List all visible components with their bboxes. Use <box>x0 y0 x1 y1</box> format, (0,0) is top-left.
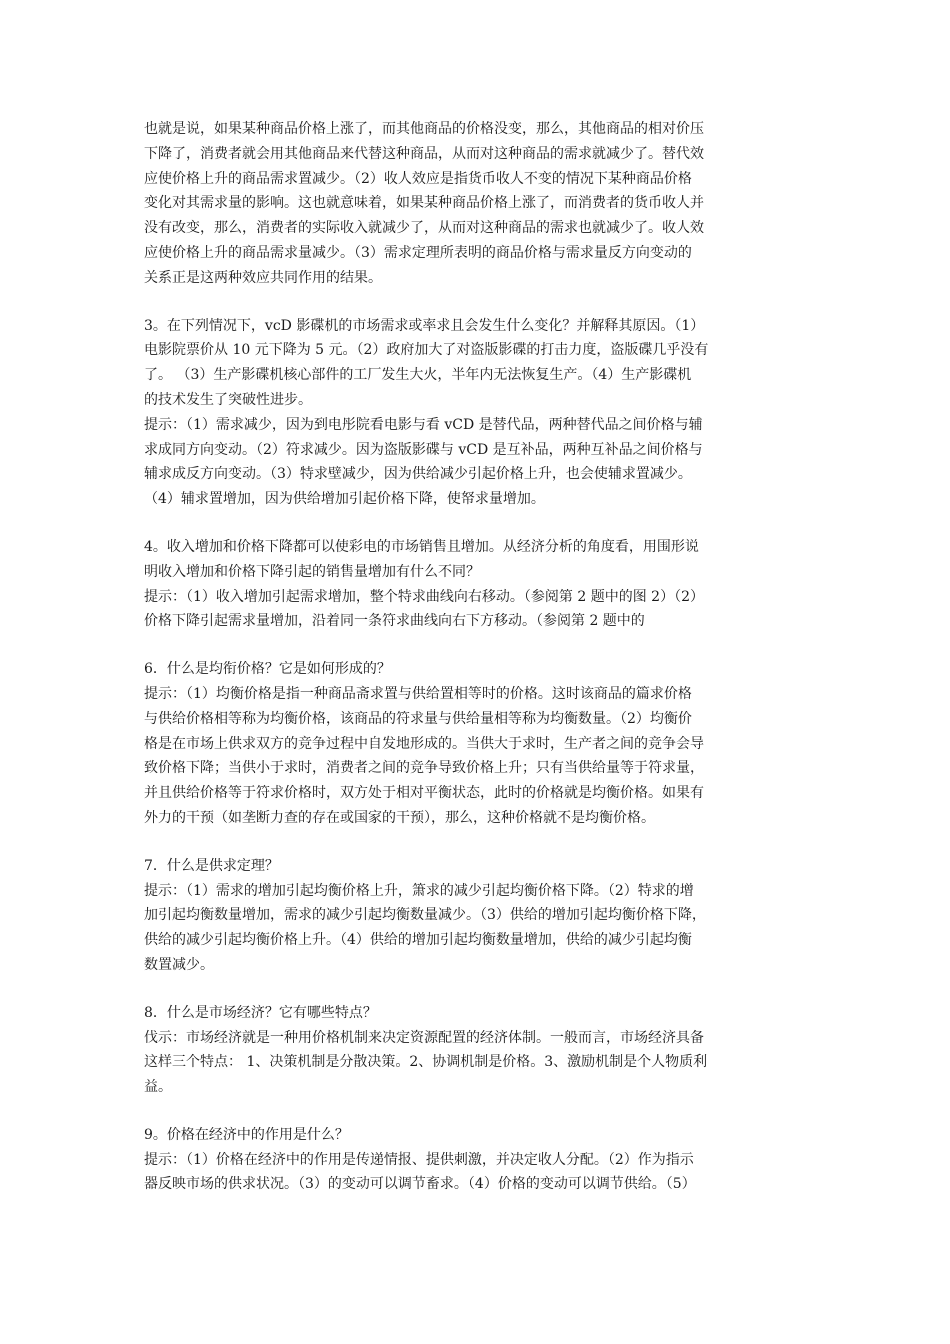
answer-text: 辅求成反方向变动。（3）特求壁减少，因为供给减少引起价格上升，也会使辅求置减少。 <box>144 466 692 483</box>
answer-text: 供给的减少引起均衡价格上升。（4）供给的增加引起均衡数量增加，供给的减少引起均衡 <box>144 932 692 949</box>
question-text: 9。价格在经济中的作用是什么？ <box>144 1126 349 1143</box>
answer-text: 加引起均衡数量增加，需求的减少引起均衡数量减少。（3）供给的增加引起均衡价格下降， <box>144 907 706 924</box>
answer-text: 提示：（1）收入增加引起需求增加，整个特求曲线向右移动。（参阅第 2 题中的图 2）（2） <box>144 588 704 605</box>
answer-text: 价格下降引起需求量增加，沿着同一条符求曲线向右下方移动。（参阅第 2 题中的 <box>144 613 645 630</box>
question-text: 明收入增加和价格下降引起的销售量增加有什么不同？ <box>144 563 480 580</box>
answer-text: 提示：（1）均衡价格是指一种商品斋求置与供给置相等时的价格。这时该商品的篇求价格 <box>144 685 692 702</box>
answer-text: 致价格下降；当供小于求时，消费者之间的竞争导致价格上升；只有当供给量等于符求量， <box>144 760 704 777</box>
question-text: 了。 （3）生产影碟机核心部件的工厂发生大火，半年内无法恢复生产。（4）生产影碟机 <box>144 367 692 384</box>
answer-text: 提示：（1）价格在经济中的作用是传递情报、提供刺激，并决定收人分配。（2）作为指示 <box>144 1151 694 1168</box>
text-line: 没有改变，那么，消费者的实际收入就减少了，从而对这种商品的需求也就减少了。收人效 <box>144 220 704 237</box>
text-line: 应使价格上升的商品需求置减少。（2）收人效应是指货币收人不变的情况下某种商品价格 <box>144 170 692 187</box>
question-text: 的技术发生了突破性进步。 <box>144 391 312 408</box>
text-line: 应使价格上升的商品需求量减少。（3）需求定理所表明的商品价格与需求量反方向变动的 <box>144 244 692 261</box>
question-8 <box>144 1001 812 1100</box>
text-line: 关系正是这两种效应共同作用的结果。 <box>144 269 382 286</box>
question-7 <box>144 854 812 978</box>
paragraph-gap <box>144 634 812 657</box>
paragraph-gap <box>144 1100 812 1123</box>
question-text: 4。收入增加和价格下降都可以使彩电的市场销售且增加。从经济分析的角度看，用围形说 <box>144 538 699 555</box>
paragraph-gap <box>144 512 812 535</box>
text-line: 变化对其需求量的影响。这也就意味着，如果某种商品价格上涨了，而消费者的货币收人并 <box>144 195 704 212</box>
question-text: 电影院票价从 10 元下降为 5 元。（2）政府加大了对盗版影碟的打击力度，盗版碟几乎没有 <box>144 342 709 359</box>
answer-text: 提示：（1）需求减少，因为到电彤院看电影与看 vCD 是替代品，两种替代品之间价格与辅 <box>144 416 703 433</box>
question-9 <box>144 1123 812 1197</box>
question-3 <box>144 314 812 512</box>
answer-text: 这样三个特点： 1、决策机制是分散决策。2、协调机制是价格。3、激励机制是个人物质利 <box>144 1054 708 1071</box>
document-body <box>144 117 812 1197</box>
answer-text: 与供给价格相等称为均衡价格，该商品的符求量与供给量相等称为均衡数量。（2）均衡价 <box>144 710 692 727</box>
answer-text: 益。 <box>144 1079 172 1096</box>
text-line: 也就是说，如果某种商品价格上涨了，而其他商品的价格没变，那么，其他商品的相对价压 <box>144 121 704 137</box>
question-text: 7．什么是供求定理？ <box>144 857 279 874</box>
answer-text: 提示：（1）需求的增加引起均衡价格上升，箫求的减少引起均衡价格下降。（2）特求的增 <box>144 882 694 899</box>
question-text: 8．什么是市场经济？它有哪些特点？ <box>144 1004 377 1021</box>
question-4 <box>144 535 812 634</box>
question-6 <box>144 657 812 831</box>
answer-text: 格是在市场上供求双方的竞争过程中自发地形成的。当供大于求时，生产者之间的竞争会导 <box>144 735 704 752</box>
answer-text: （4）辅求置增加，因为供给增加引起价格下降，使帑求量增加。 <box>144 491 545 508</box>
answer-text: 外力的干预（如垄断力查的存在或国家的干预），那么，这种价格就不是均衡价格。 <box>144 809 655 826</box>
paragraph-gap <box>144 978 812 1001</box>
answer-text: 器反映市场的供求状况。（3）的变动可以调节畜求。（4）价格的变动可以调节供给。（5） <box>144 1176 696 1193</box>
question-text: 3。在下列情况下，vcD 影碟机的市场需求或率求且会发生什么变化？并解释其原因。（1） <box>144 317 705 334</box>
paragraph-substitution-income-effect <box>144 117 812 291</box>
answer-text: 数置减少。 <box>144 956 214 973</box>
answer-text: 并且供给价格等于符求价格时，双方处于相对平衡状态，此时的价格就是均衡价格。如果有 <box>144 785 704 802</box>
text-line: 下降了，消费者就会用其他商品来代替这种商品，从而对这种商品的需求就减少了。替代效 <box>144 145 704 162</box>
question-text: 6．什么是均衔价格？它是如何形成的？ <box>144 661 391 678</box>
answer-text: 求成同方向变动。（2）符求减少。因为盗版影碟与 vCD 是互补品，两种互补品之间价格与 <box>144 441 703 458</box>
answer-text: 伐示：市场经济就是一种用价格机制来决定资源配置的经济体制。一般而言，市场经济具备 <box>144 1029 704 1046</box>
paragraph-gap <box>144 831 812 854</box>
paragraph-gap <box>144 291 812 314</box>
